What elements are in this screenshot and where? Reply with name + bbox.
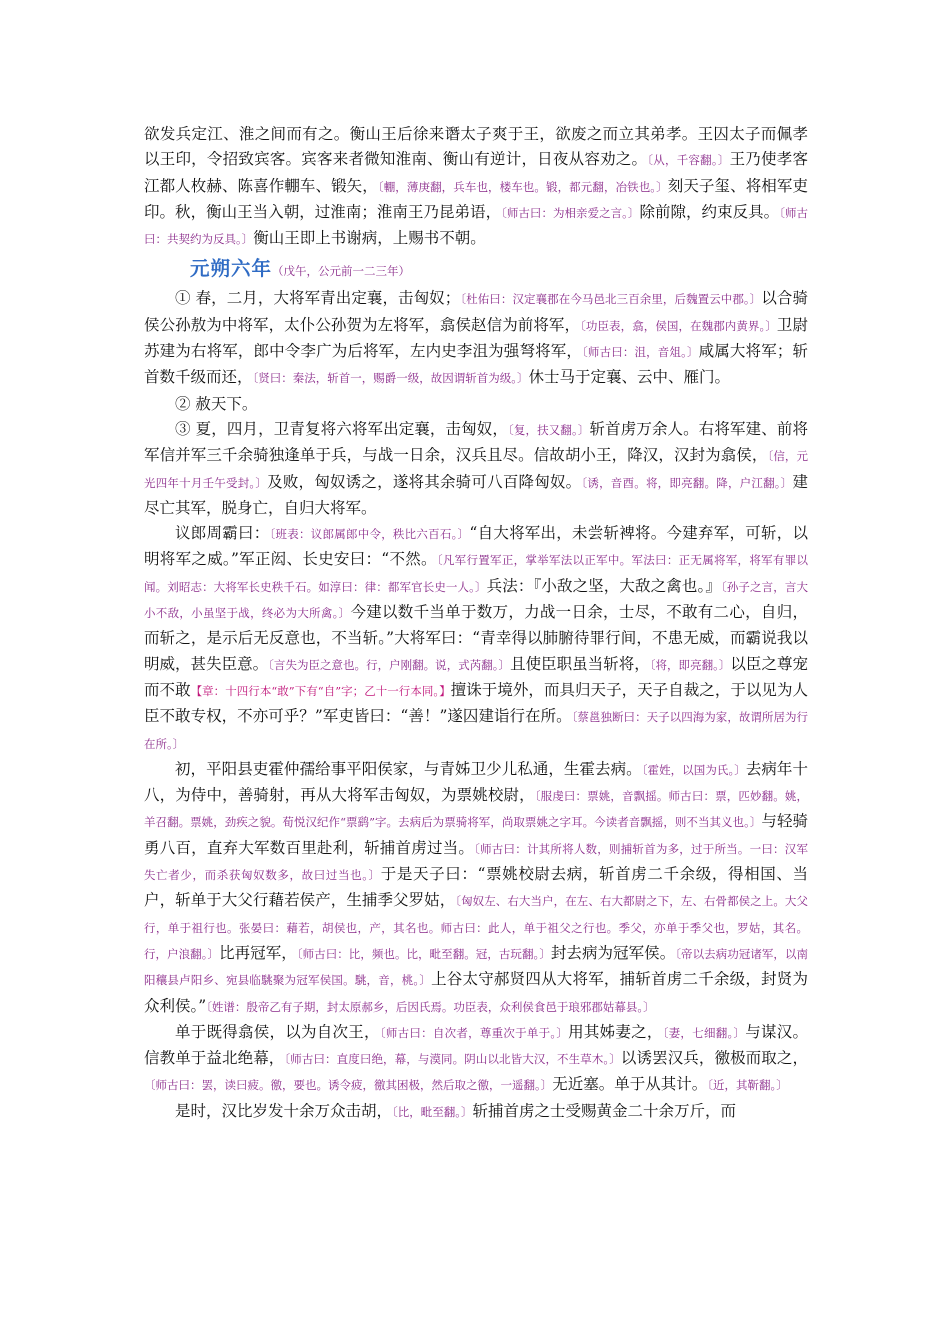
body-text: 与轻骑勇八百，直弃大军数百里赴利，斩捕首虏过当。 xyxy=(144,812,808,857)
annotation-note: 〔服虔曰：票姚，音飘摇。师古曰：票，匹妙翻。姚，羊召翻。票姚，劲疾之貌。荀悦汉纪作“票鹞”字。去病后为票骑将军，尚取票姚之字耳。今读者音飘摇，则不当其义也。〕 xyxy=(144,789,808,830)
paragraph xyxy=(144,1099,808,1125)
body-text: 无近塞。单于从其计。 xyxy=(552,1075,708,1094)
paragraph xyxy=(144,286,808,391)
annotation-note: 〔师古曰：比，频也。比，毗至翻。冠，古玩翻。〕 xyxy=(296,946,551,961)
body-text: 且使臣职虽当斩将， xyxy=(510,654,650,673)
annotation-note: 〔比，毗至翻。〕 xyxy=(392,1104,473,1119)
body-text: 去病年十八，为侍中，善骑射，再从大将军击匈奴，为票姚校尉， xyxy=(144,759,808,805)
annotation-note: 〔诱，音酉。将，即亮翻。降，户江翻。〕 xyxy=(581,475,793,490)
annotation-note: 〔功臣表，翕，侯国，在魏郡内黄界。〕 xyxy=(580,318,777,333)
body-text: 擅诛于境外，而具归天子，天子自裁之，于以见为人臣不敢专权，不亦可乎？”军吏皆曰：“善！”遂囚建诣行在所。 xyxy=(144,680,808,726)
body-text: 刻天子玺、将相军吏印。秋，衡山王当入朝，过淮南；淮南王乃昆弟语， xyxy=(144,176,808,221)
emendation-note: 【章：十四行本“敢”下有“自”字；乙十一行本同。】 xyxy=(190,683,451,698)
annotation-note: 〔輣，薄庚翻，兵车也，楼车也。锻，都元翻，冶铁也。〕 xyxy=(377,179,668,194)
annotation-note: 〔信，元光四年十月壬午受封。〕 xyxy=(144,449,808,490)
annotation-note: 〔近，其靳翻。〕 xyxy=(707,1078,788,1093)
body-text: 是时，汉比岁发十余万众击胡， xyxy=(175,1101,393,1120)
body-text: 以臣之尊宠而不敢 xyxy=(144,654,808,699)
body-text: 建尽亡其军，脱身亡，自归大将军。 xyxy=(144,472,808,517)
body-text: 与谋汉。信教单于益北绝幕， xyxy=(144,1022,808,1068)
body-text: 上谷太守郝贤四从大将军，捕斩首虏二千余级，封贤为众利侯。” xyxy=(144,970,808,1015)
body-text: ③ 夏，四月，卫青复将六将军出定襄，击匈奴， xyxy=(175,419,509,438)
annotation-note: 〔师古曰：自次者，尊重次于单于。〕 xyxy=(379,1025,569,1040)
body-text: 休士马于定襄、云中、雁门。 xyxy=(528,368,731,387)
body-text: 卫尉苏建为右将军，郎中令李广为后将军，左内史李沮为强弩将军， xyxy=(144,315,808,361)
annotation-note: 〔师古曰：沮，音俎。〕 xyxy=(582,345,699,360)
body-text: 衡山王即上书谢病，上赐书不朝。 xyxy=(253,229,486,248)
body-text: 单于既得翕侯，以为自次王， xyxy=(175,1022,380,1041)
annotation-note: 〔杜佑曰：汉定襄郡在今马邑北三百余里，后魏置云中郡。〕 xyxy=(460,292,762,307)
annotation-note: 〔妻，七细翻。〕 xyxy=(662,1025,746,1040)
body-text: 于是天子曰：“票姚校尉去病，斩首虏二千余级，得相国、当户，斩单于大父行藉若侯产，生捕季父罗姑， xyxy=(144,865,808,910)
heading-subtitle: （戊午，公元前一二三年） xyxy=(272,264,411,279)
annotation-note: 〔凡军行置军正，掌举军法以正军中。军法曰：正无属将军，将军有罪以闻。刘昭志：大将军长史秩千石。如淳曰：律：都军官长史一人。〕 xyxy=(144,553,808,594)
text-body xyxy=(144,122,808,1125)
body-text: 除前隙，约束反具。 xyxy=(639,202,780,221)
annotation-note: 〔将，即亮翻。〕 xyxy=(649,657,731,672)
paragraph xyxy=(144,521,808,757)
body-text: ② 赦天下。 xyxy=(175,394,258,413)
paragraph xyxy=(144,1020,808,1099)
body-text: 封去病为冠军侯。 xyxy=(550,943,676,962)
body-text: 以诱罢汉兵，徼极而取之， xyxy=(620,1049,808,1068)
body-text: “自大将军出，未尝斩裨将。今建弃军，可斩，以明将军之威。”军正闳、长史安曰：“不然。 xyxy=(144,524,808,569)
annotation-note: 〔言失为臣之意也。行，户刚翻。说，式芮翻。〕 xyxy=(268,657,511,672)
paragraph xyxy=(144,122,808,252)
annotation-note: 〔霍姓，以国为氏。〕 xyxy=(641,762,746,777)
body-text: 比再冠军， xyxy=(219,943,297,962)
annotation-note: 〔从，千容翻。〕 xyxy=(647,153,730,168)
heading-title: 元朔六年 xyxy=(190,257,273,281)
body-text: 及败，匈奴诱之，遂将其余骑可八百降匈奴。 xyxy=(267,472,582,491)
paragraph xyxy=(144,757,808,1020)
body-text: 兵法：『小敌之坚，大敌之禽也。』 xyxy=(486,576,721,595)
body-text: 今建以数千当单于数万，力战一日余，士尽，不敢有二心，自归，而斩之，是示后无反意也，不当斩。”大将军曰：“青幸得以肺腑待罪行间，不患无威，而霸说我以明威，甚失臣意。 xyxy=(144,603,808,673)
body-text: 以合骑侯公孙敖为中将军，太仆公孙贺为左将军，翕侯赵信为前将军， xyxy=(144,289,808,334)
paragraph xyxy=(144,417,808,521)
annotation-note: 〔复，扶又翻。〕 xyxy=(508,422,590,437)
paragraph xyxy=(144,392,808,417)
body-text: 用其姊妻之， xyxy=(568,1022,663,1041)
annotation-note: 〔帝以去病功冠诸军，以南阳穰县卢阳乡、宛县临駣聚为冠军侯国。駣，音，桃。〕 xyxy=(144,946,809,988)
annotation-note: 〔班表：议郎属郎中令，秩比六百石。〕 xyxy=(269,527,470,542)
body-text: 咸属大将军；斩首数千级而还， xyxy=(144,342,808,387)
annotation-note: 〔姓谱：殷帝乙有子期，封太原郝乡，后因氏焉。功臣表，众利侯食邑于琅邪郡姑幕县。〕 xyxy=(206,999,655,1014)
annotation-note: 〔师古曰：计其所将人数，则捕斩首为多，过于所当。一曰：汉军失亡者少，而杀获匈奴数多，故曰过当也。〕 xyxy=(144,841,808,883)
body-text: 欲发兵定江、淮之间而有之。衡山王后徐来谮太子爽于王，欲废之而立其弟孝。王囚太子而佩孝以王印，令招致宾客。宾客来者微知淮南、衡山有逆计，日夜从容劝之。 xyxy=(144,125,808,169)
body-text: 斩捕首虏之士受赐黄金二十余万斤，而 xyxy=(472,1101,737,1120)
annotation-note: 〔孙子之言，言大小不敌，小虽坚于战，终必为大所禽。〕 xyxy=(144,579,808,621)
annotation-note: 〔师古曰：罢，读曰疲。徼，要也。诱令疲，徼其困极，然后取之徼，一遥翻。〕 xyxy=(144,1078,553,1093)
body-text: 王乃使孝客江都人枚赫、陈喜作輣车、锻矢， xyxy=(144,150,808,195)
section-heading xyxy=(144,254,808,286)
body-text: 议郎周霸曰： xyxy=(175,524,270,543)
body-text: 斩首虏万余人。右将军建、前将军信并军三千余骑独逢单于兵，与战一日余，汉兵且尽。信故胡小王，降汉，汉封为翕侯， xyxy=(144,419,808,465)
annotation-note: 〔贤曰：秦法，斩首一，赐爵一级，故因谓斩首为级。〕 xyxy=(252,371,529,386)
annotation-note: 〔师古曰：直度曰绝，幕，与漠同。阴山以北皆大汉，不生草木。〕 xyxy=(284,1052,621,1067)
annotation-note: 〔师古曰：为相亲爱之言。〕 xyxy=(501,205,640,220)
annotation-note: 〔匈奴左、右大当户，在左、右大都尉之下，左、右骨都侯之上。大父行，单于祖行也。张晏曰：藉若，胡侯也，产，其名也。师古曰：此人，单于祖父之行也。季父，亦单于季父也，罗姑，其名。行，户浪翻。〕 xyxy=(144,894,808,961)
body-text: 初，平阳县吏霍仲孺给事平阳侯家，与青姊卫少儿私通，生霍去病。 xyxy=(175,759,642,778)
annotation-note: 〔师古曰：共契约为反具。〕 xyxy=(144,205,808,247)
annotation-note: 〔蔡邕独断曰：天子以四海为家，故谓所居为行在所。〕 xyxy=(144,710,809,751)
body-text: ① 春，二月，大将军青出定襄，击匈奴； xyxy=(175,289,461,308)
